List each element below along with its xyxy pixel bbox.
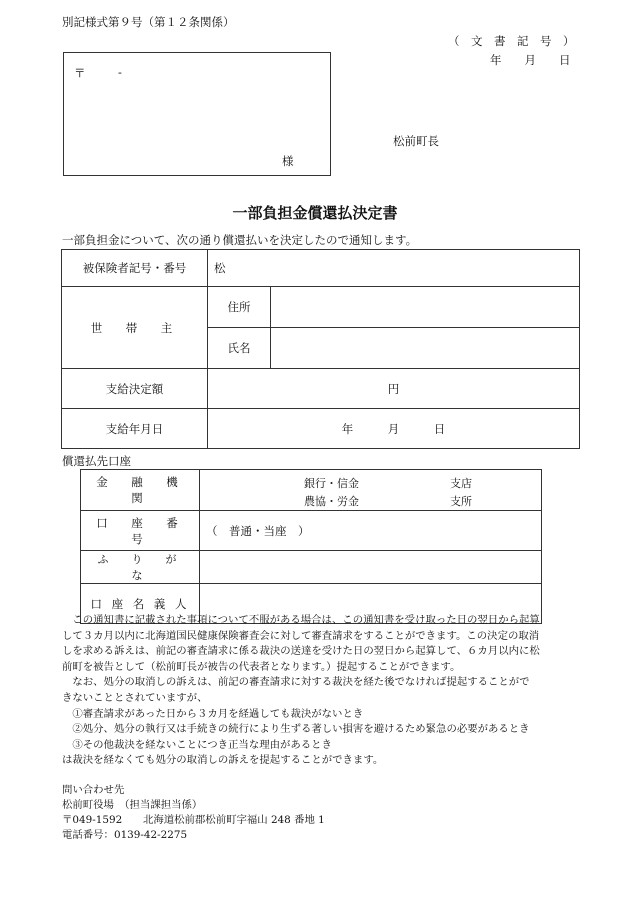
honorific: 様 xyxy=(282,154,294,168)
name-field[interactable] xyxy=(271,328,580,369)
contact-office: 松前町役場 （担当課担当係） xyxy=(62,799,203,811)
account-number-label: 口 座 番 号 xyxy=(81,511,200,551)
notice-line: きないこととされていますが、 xyxy=(62,691,208,704)
account-type-field[interactable]: （ 普通・当座 ） xyxy=(200,511,542,551)
notice-line: なお、処分の取消しの訴えは、前記の審査請求に対する裁決を経た後でなければ提起することがで xyxy=(62,676,530,689)
furigana-field[interactable] xyxy=(200,551,542,584)
notice-line: は裁決を経なくても処分の取消しの訴えを提起することができます。 xyxy=(62,754,384,767)
issue-date: 年 月 日 xyxy=(490,53,571,67)
amount-field[interactable]: 円 xyxy=(208,369,580,409)
contact-block xyxy=(62,783,325,843)
payment-date-label: 支給年月日 xyxy=(62,409,208,449)
household-head-label: 世 帯 主 xyxy=(62,287,208,369)
name-label: 氏名 xyxy=(208,328,271,369)
bank-type-1: 銀行・信金 xyxy=(304,477,359,490)
notice-line: しを求める訴えは、前記の審査請求に係る裁決の送達を受けた日の翌日から起算して、６カ月以内に松 xyxy=(62,645,540,658)
appeal-notice xyxy=(62,613,580,769)
postal-dash: - xyxy=(118,65,122,79)
form-reference: 別記様式第９号（第１２条関係） xyxy=(62,15,235,29)
bank-label: 金 融 機 関 xyxy=(81,470,200,511)
intro-text: 一部負担金について、次の通り償還払いを決定したので通知します。 xyxy=(62,233,418,247)
notice-line: ②処分、処分の執行又は手続きの続行により生ずる著しい損害を避けるため緊急の必要があるとき xyxy=(62,723,530,736)
account-holder-label: 口 座 名 義 人 xyxy=(81,584,200,624)
contact-phone: 電話番号：0139-42-2275 xyxy=(62,829,188,841)
account-heading: 償還払先口座 xyxy=(62,454,131,468)
insured-number-value: 松 xyxy=(208,250,580,287)
amount-label: 支給決定額 xyxy=(62,369,208,409)
bank-field[interactable] xyxy=(200,470,542,511)
page-title: 一部負担金償還払決定書 xyxy=(232,204,398,222)
address-label: 住所 xyxy=(208,287,271,328)
sub-branch-label: 支所 xyxy=(450,495,472,508)
contact-heading: 問い合わせ先 xyxy=(62,784,125,796)
address-box xyxy=(63,52,331,176)
postal-mark: 〒 xyxy=(74,66,86,80)
branch-label: 支店 xyxy=(450,477,472,490)
notice-line: して３カ月以内に北海道国民健康保険審査会に対して審査請求をすることができます。この決定の取消 xyxy=(62,629,540,642)
issuer: 松前町長 xyxy=(393,134,439,148)
account-table xyxy=(80,469,542,624)
payment-date-field[interactable]: 年 月 日 xyxy=(208,409,580,449)
document-code: （ 文 書 記 号 ） xyxy=(448,34,575,48)
address-field[interactable] xyxy=(271,287,580,328)
decision-table xyxy=(61,249,580,449)
furigana-label: ふ り が な xyxy=(81,551,200,584)
bank-type-2: 農協・労金 xyxy=(304,495,359,508)
contact-address: 〒049-1592 北海道松前郡松前町字福山 248 番地 1 xyxy=(62,814,325,826)
insured-number-label: 被保険者記号・番号 xyxy=(62,250,208,287)
notice-line: この通知書に記載された事項について不服がある場合は、この通知書を受け取った日の翌日から起算 xyxy=(62,614,540,626)
notice-line: ③その他裁決を経ないことにつき正当な理由があるとき xyxy=(62,738,332,751)
notice-line: ①審査請求があった日から３カ月を経過しても裁決がないとき xyxy=(62,707,364,720)
notice-line: 前町を被告として（松前町長が被告の代表者となります。）提起することができます。 xyxy=(62,660,461,673)
